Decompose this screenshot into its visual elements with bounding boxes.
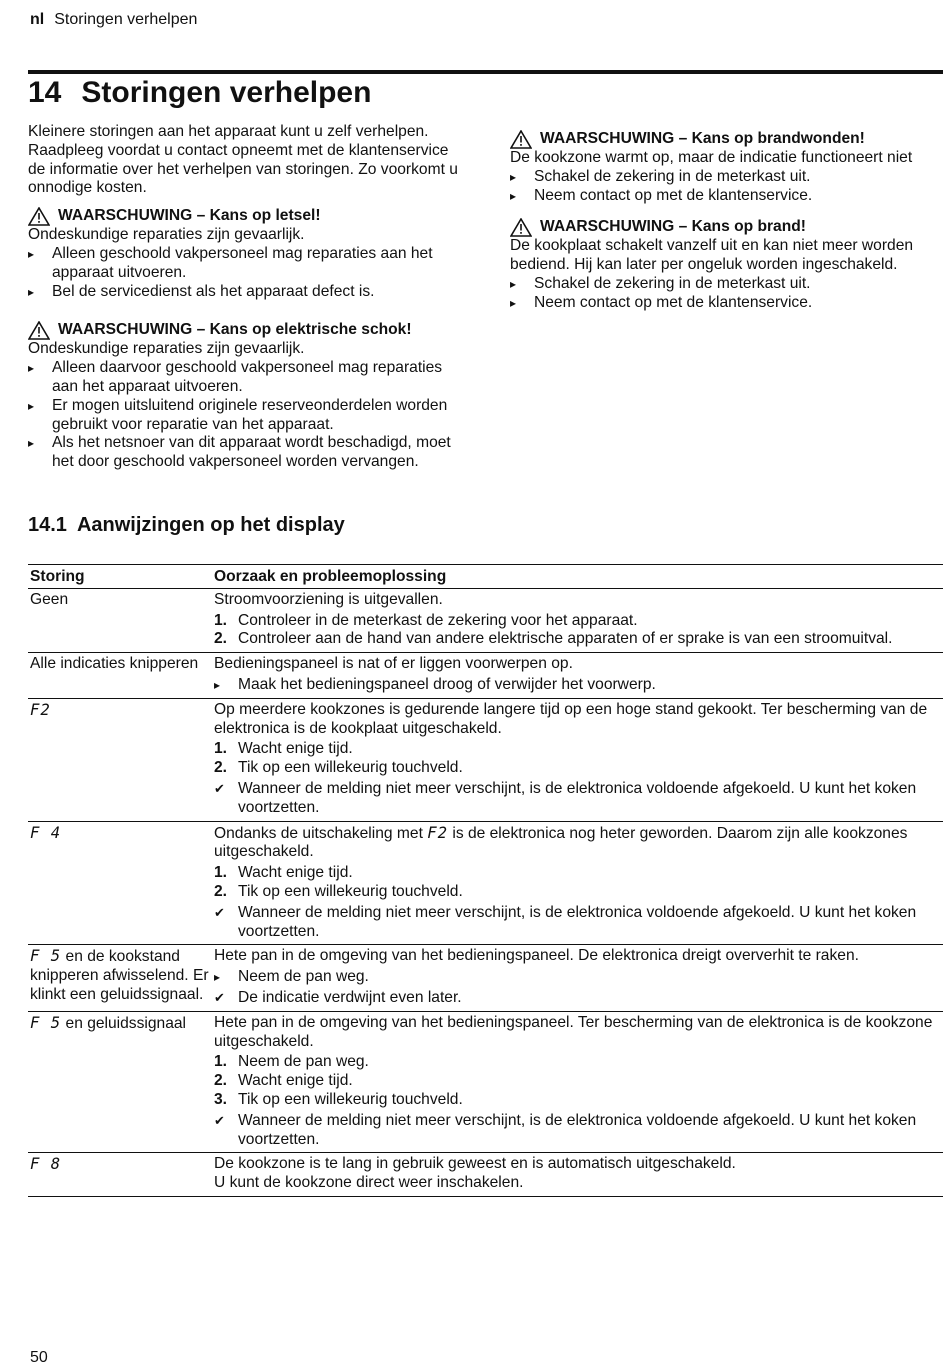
fault-table	[28, 564, 943, 1197]
table-row	[28, 821, 943, 945]
section-title-text: Aanwijzingen op het display	[76, 514, 345, 536]
warning-injury-text: Ondeskundige reparaties zijn gevaarlijk.	[28, 226, 305, 244]
language-code: nl	[30, 11, 45, 28]
display-code: F2	[427, 823, 449, 842]
chapter-title-text: Storingen verhelpen	[81, 76, 372, 109]
list-item: ▸ Er mogen uitsluitend originele reserveonderdelen worden gebruikt voor reparatie van het apparaat.	[28, 397, 468, 435]
list-item: 1. Neem de pan weg.	[214, 1053, 369, 1071]
warning-triangle-icon	[510, 130, 532, 149]
fault-cell	[28, 1153, 212, 1197]
triangle-bullet-icon: ▸	[214, 970, 221, 985]
fault-cell: Alle indicaties knipperen	[28, 653, 212, 699]
warning-burns-title: WAARSCHUWING – Kans op brandwonden!	[510, 130, 945, 149]
table-row	[28, 588, 943, 652]
section-number: 14.1	[28, 514, 67, 536]
table-row	[28, 1011, 943, 1153]
warning-burns-list	[510, 168, 945, 206]
fault-cell: F 5 en geluidssignaal	[28, 1011, 212, 1153]
warning-fire-title: WAARSCHUWING – Kans op brand!	[510, 218, 945, 237]
running-header-section: Storingen verhelpen	[54, 11, 198, 28]
cause-cell: Bedieningspaneel is nat of er liggen voorwerpen op. ▸ Maak het bedieningspaneel droog of verwijder het voorwerp.	[212, 653, 943, 699]
display-code: F 5	[30, 1013, 62, 1032]
list-item: ▸ Neem contact op met de klantenservice.	[510, 187, 945, 206]
list-item: 2. Tik op een willekeurig touchveld.	[214, 759, 463, 777]
list-item: ▸ Schakel de zekering in de meterkast uit.	[510, 168, 945, 187]
triangle-bullet-icon: ▸	[214, 677, 221, 692]
warning-shock-title: WAARSCHUWING – Kans op elektrische schok!	[28, 321, 468, 340]
page-number: 50	[30, 1349, 48, 1366]
chapter-number: 14	[28, 76, 62, 109]
warning-fire-text: De kookplaat schakelt vanzelf uit en kan niet meer worden bediend. Hij kan later per ongeluk worden ingeschakeld.	[510, 237, 914, 274]
list-item: ▸ Bel de servicedienst als het apparaat defect is.	[28, 283, 468, 302]
table-row	[28, 698, 943, 821]
table-row	[28, 653, 943, 699]
list-item: ▸ Schakel de zekering in de meterkast uit.	[510, 275, 945, 294]
chapter-rule	[28, 70, 943, 74]
list-item: 3. Tik op een willekeurig touchveld.	[214, 1090, 463, 1108]
check-icon: ✔	[214, 780, 225, 796]
section-title	[28, 514, 345, 537]
check-icon: ✔	[214, 1112, 225, 1128]
list-item: ▸ Alleen daarvoor geschoold vakpersoneel mag reparaties aan het apparaat uitvoeren.	[28, 359, 468, 397]
fault-cell: F 5 en de kookstand knipperen afwisselend. Er klinkt een geluidssignaal.	[28, 945, 212, 1011]
list-item: 1. Controleer in de meterkast de zekering voor het apparaat.	[214, 611, 638, 629]
intro-paragraph: Kleinere storingen aan het apparaat kunt u zelf verhelpen. Raadpleeg voordat u contact opneemt met de klantenservice de informatie over het verhelpen van storingen. Zo voorkomt u onnodige kosten.	[28, 123, 458, 197]
list-item: ✔ Wanneer de melding niet meer verschijnt, is de elektronica voldoende afgekoeld. U kunt het koken voortzetten.	[214, 779, 917, 816]
check-icon: ✔	[214, 989, 225, 1005]
list-item: ▸ Neem de pan weg.	[214, 968, 369, 986]
list-item: 1. Wacht enige tijd.	[214, 864, 353, 882]
list-item: ▸ Als het netsnoer van dit apparaat wordt beschadigd, moet het door geschoold vakpersoneel worden vervangen.	[28, 434, 468, 472]
fault-cell: Geen	[28, 588, 212, 652]
left-column	[28, 123, 468, 472]
list-item: ✔ Wanneer de melding niet meer verschijnt, is de elektronica voldoende afgekoeld. U kunt het koken voortzetten.	[214, 903, 917, 940]
table-row	[28, 1153, 943, 1197]
cause-cell: Ondanks de uitschakeling met F2 is de elektronica nog heter geworden. Daarom zijn alle kookzones uitgeschakeld. 1. Wacht enige tijd. 2. Tik op een willekeurig touchveld. ✔ Wanneer de melding niet meer verschijnt, is de elektronica voldoende afgekoeld. U kunt het koken voortzetten.	[212, 821, 943, 945]
list-item: ▸ Maak het bedieningspaneel droog of verwijder het voorwerp.	[214, 675, 656, 693]
list-item: ▸ Neem contact op met de klantenservice.	[510, 294, 945, 313]
check-icon: ✔	[214, 904, 225, 920]
warning-injury-list	[28, 245, 468, 301]
list-item: ✔ Wanneer de melding niet meer verschijnt, is de elektronica voldoende afgekoeld. U kunt het koken voortzetten.	[214, 1111, 917, 1148]
list-item: 2. Controleer aan de hand van andere elektrische apparaten of er sprake is van een stroomuitval.	[214, 630, 893, 648]
fault-cell	[28, 698, 212, 821]
list-item: ▸ Alleen geschoold vakpersoneel mag reparaties aan het apparaat uitvoeren.	[28, 245, 468, 283]
warning-triangle-icon	[510, 218, 532, 237]
table-row	[28, 945, 943, 1011]
fault-cell	[28, 821, 212, 945]
display-code: F 4	[30, 823, 62, 842]
list-item: 2. Wacht enige tijd.	[214, 1072, 353, 1090]
table-header-row	[28, 565, 943, 589]
warning-fire-list	[510, 275, 945, 313]
right-column	[510, 130, 945, 313]
cause-cell: Hete pan in de omgeving van het bedieningspaneel. Ter bescherming van de elektronica is de kookzone uitgeschakeld. 1. Neem de pan weg. 2. Wacht enige tijd. 3. Tik op een willekeurig touchveld. ✔ Wanneer de melding niet meer verschijnt, is de elektronica voldoende afgekoeld. U kunt het koken voortzetten.	[212, 1011, 943, 1153]
list-item: 1. Wacht enige tijd.	[214, 740, 353, 758]
column-header-fault: Storing	[28, 565, 212, 589]
chapter-title	[28, 76, 371, 110]
warning-shock-list	[28, 359, 468, 472]
display-code: F 5	[30, 947, 62, 966]
display-code: F2	[30, 700, 51, 719]
list-item: ✔ De indicatie verdwijnt even later.	[214, 988, 462, 1006]
cause-cell: De kookzone is te lang in gebruik geweest en is automatisch uitgeschakeld. U kunt de kookzone direct weer inschakelen.	[212, 1153, 943, 1197]
warning-shock-text: Ondeskundige reparaties zijn gevaarlijk.	[28, 340, 305, 358]
cause-cell: Op meerdere kookzones is gedurende langere tijd op een hoge stand gekookt. Ter bescherming van de elektronica is de kookplaat uitgeschakeld. 1. Wacht enige tijd. 2. Tik op een willekeurig touchveld. ✔ Wanneer de melding niet meer verschijnt, is de elektronica voldoende afgekoeld. U kunt het koken voortzetten.	[212, 698, 943, 821]
cause-cell: Hete pan in de omgeving van het bedieningspaneel. De elektronica dreigt oververhit te raken. ▸ Neem de pan weg. ✔ De indicatie verdwijnt even later.	[212, 945, 943, 1011]
cause-cell: Stroomvoorziening is uitgevallen. 1. Controleer in de meterkast de zekering voor het apparaat. 2. Controleer aan de hand van andere elektrische apparaten of er sprake is van een stroomuitval.	[212, 588, 943, 652]
warning-burns-text: De kookzone warmt op, maar de indicatie functioneert niet	[510, 149, 913, 166]
warning-triangle-icon	[28, 321, 50, 340]
running-header	[30, 11, 197, 29]
warning-injury-title: WAARSCHUWING – Kans op letsel!	[28, 207, 468, 226]
display-code: F 8	[30, 1155, 62, 1174]
column-header-cause: Oorzaak en probleemoplossing	[212, 565, 943, 589]
list-item: 2. Tik op een willekeurig touchveld.	[214, 882, 463, 900]
warning-triangle-icon	[28, 207, 50, 226]
